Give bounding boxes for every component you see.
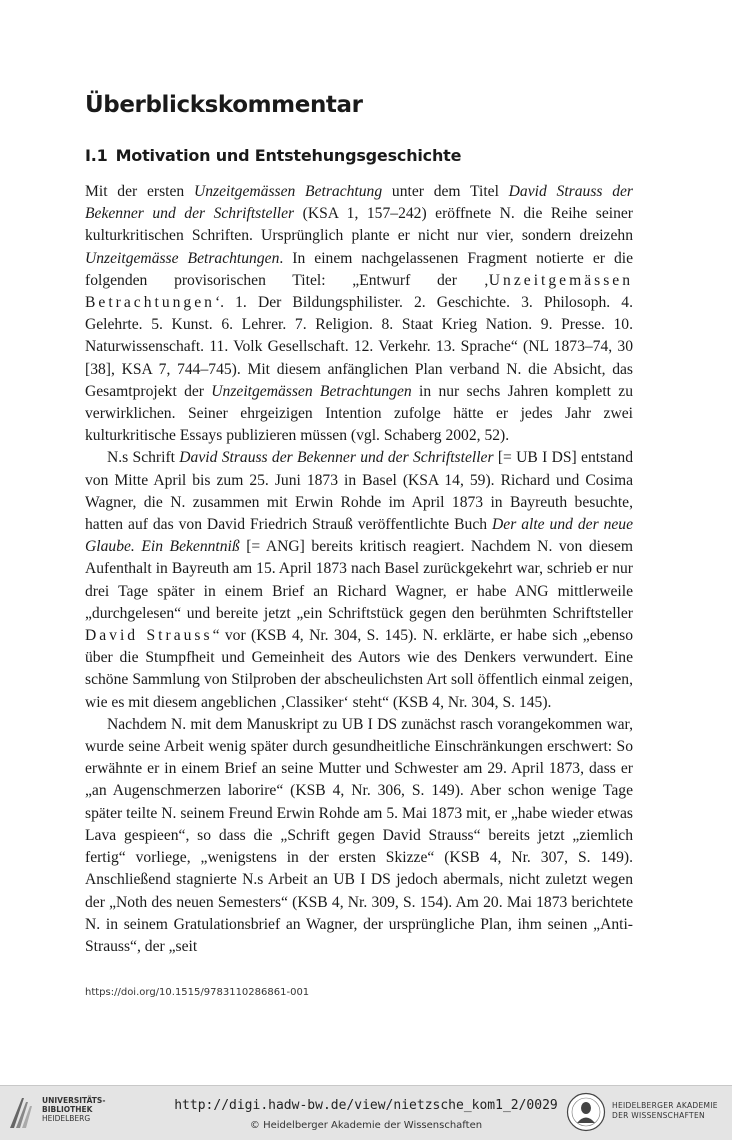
doi-link[interactable]: https://doi.org/10.1515/9783110286861-001 [85, 987, 310, 998]
text-run: ‘. 1. Der Bildungsphilister. 2. Geschichte. 3. Philosoph. 4. Gelehrte. 5. Kunst. 6. Lehrer. 7. Religion. 8. Staat Krieg Nation. 9. Presse. 10. Naturwissenschaft. 11. Volk Gesellschaft. 12. Verkehr. 13. Sprache“ (NL 1873–74, 30 [38], KSA 7, 744–745). Mit diesem anfänglichen Plan verband N. die Absicht, das Gesamtprojekt der [85, 294, 633, 400]
spaced-emphasis: David Strauss [85, 627, 213, 645]
text-run: [= UB I DS] entstand von Mitte April bis zum 25. Juni 1873 in Basel (KSA 14, 59). Richard und Cosima Wagner, die N. zusammen mit Erwin Rohde im April 1873 in Bayreuth besuchte, hatten auf das von David Friedrich Strauß veröffentlichte Buch [85, 449, 633, 534]
paragraph-2 [85, 447, 633, 713]
text-run: [= ANG] bereits kritisch reagiert. Nachdem N. von diesem Aufenthalt in Bayreuth am 15. April 1873 nach Basel zurückgekehrt war, schrieb er nur drei Tage später in einem Brief an Richard Wagner, er habe ANG mittlerweile „durchgelesen“ und bereite jetzt „ein Schriftstück gegen den berühmten Schriftsteller [85, 538, 633, 622]
text-run: N.s Schrift [107, 449, 180, 467]
paragraph-1 [85, 181, 633, 447]
library-line-1: UNIVERSITÄTS- [42, 1096, 106, 1105]
page-url[interactable]: http://digi.hadw-bw.de/view/nietzsche_kom1_2/0029 [174, 1098, 558, 1113]
body-text [85, 181, 633, 958]
spaced-emphasis: Unzeitgemässen Betrachtungen [85, 271, 633, 312]
text-run: (KSA 1, 157–242) eröffnete N. die Reihe seiner kulturkritischen Schriften. Ursprünglich plante er nicht nur vier, sondern dreizehn [85, 205, 633, 245]
text-run: Nachdem N. mit dem Manuskript zu UB I DS zunächst rasch vorangekommen war, wurde seine Arbeit wenig später durch gesundheitliche Einschränkungen erschwert: So erwähnte er in einem Brief an seine Mutter und Schwester am 29. April 1873, dass er „an Augenschmerzen laborire“ (KSB 4, Nr. 306, S. 149). Aber schon wenige Tage später teilte N. seinem Freund Erwin Rohde am 5. Mai 1873 mit, er „habe wieder etwas Lava gespieen“, so dass die „Schrift gegen David Strauss“ bereits jetzt „ziemlich fertig“ vorliege, „wenigstens in der ersten Skizze“ (KSB 4, Nr. 307, S. 149). Anschließend stagnierte N.s Arbeit an UB I DS jedoch abermals, nicht zuletzt wegen der „Noth des neuen Semesters“ (KSB 4, Nr. 309, S. 154). Am 20. Mai 1873 berichtete N. in seinem Gratulationsbrief an Wagner, der ursprüngliche Plan, ihm seinen „Anti-Strauss“, der „seit [85, 715, 633, 955]
section-title: Motivation und Entstehungsgeschichte [115, 146, 462, 165]
academy-line-2: DER WISSENSCHAFTEN [612, 1111, 705, 1120]
viewer-footer [0, 1085, 732, 1140]
italic-title: Unzeitgemässe Betrachtungen [85, 249, 280, 267]
copyright-notice: © Heidelberger Akademie der Wissenschaften [249, 1120, 483, 1131]
italic-title: Unzeitgemässen Betrachtungen [211, 382, 412, 400]
academy-name [612, 1101, 718, 1121]
section-number: I.1 [85, 146, 108, 165]
chapter-heading: Überblickskommentar [85, 92, 363, 118]
academy-line-1: HEIDELBERGER AKADEMIE [612, 1101, 718, 1110]
library-line-2: BIBLIOTHEK [42, 1105, 93, 1114]
paragraph-3 [85, 714, 633, 958]
italic-title: David Strauss der Bekenner und der Schriftsteller [179, 449, 494, 467]
text-run: Mit der ersten [85, 183, 194, 200]
text-run: “ vor (KSB 4, Nr. 304, S. 145). N. erklärte, er habe sich „ebenso über die Stumpfheit und Gemeinheit des Autors wie des Denkers verwundert. Eine schöne Sammlung von Stilproben der abscheulichsten Art soll öffentlich einmal zeigen, wie es mit diesem angeblichen ‚Classiker‘ steht“ (KSB 4, Nr. 304, S. 145). [85, 627, 633, 711]
text-run: in nur sechs Jahren komplett zu verwirklichen. Seiner ehrgeizigen Intention zufolge hätte er jedes Jahr zwei kulturkritische Essays publizieren müssen (vgl. Schaberg 2002, 52). [85, 382, 634, 445]
section-heading [85, 146, 461, 165]
text-run: . In einem nachgelassenen Fragment notierte er die folgenden provisorischen Titel: „Entwurf der ‚ [85, 249, 633, 289]
italic-title: Der alte und der neue Glaube. Ein Bekenntniß [85, 516, 634, 556]
academy-seal-icon [566, 1092, 606, 1132]
italic-title: Unzeitgemässen Betrachtung [193, 183, 383, 200]
library-line-3: HEIDELBERG [42, 1114, 91, 1123]
italic-title: David Strauss der Bekenner und der Schriftsteller [85, 183, 634, 223]
text-run: unter dem Titel [382, 183, 509, 200]
